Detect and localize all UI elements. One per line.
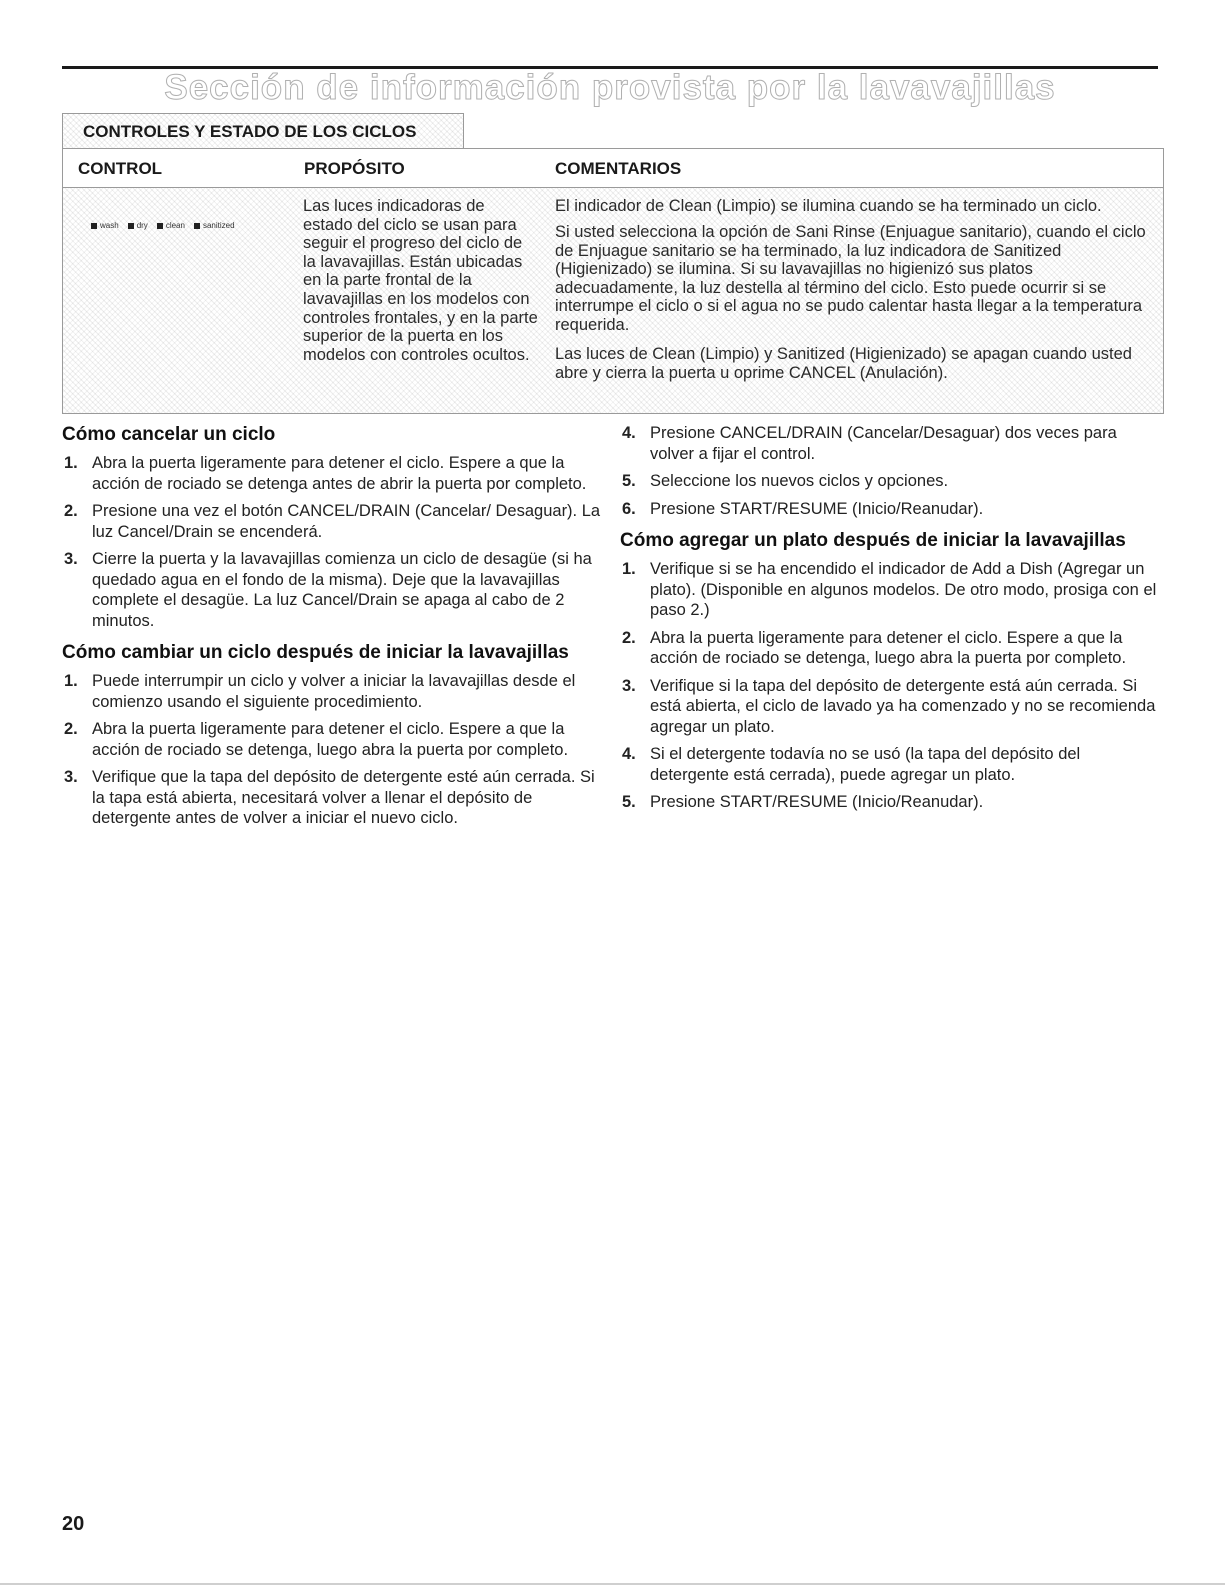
indicator-square-icon [91,223,97,229]
list-item [620,792,1160,813]
step-number: 1. [64,672,78,690]
step-text: Abra la puerta ligeramente para detener el ciclo. Espere a que la acción de rociado se detenga, luego abra la puerta por completo. [650,628,1127,667]
step-text: Si el detergente todavía no se usó (la tapa del depósito del detergente está cerrada), puede agregar un plato. [650,745,1081,784]
indicator-label: sanitized [202,221,235,230]
list-item [62,719,602,760]
step-text: Verifique que la tapa del depósito de detergente esté aún cerrada. Si la tapa está abierta, necesitará volver a llenar el depósito de detergente antes de volver a iniciar el nuevo ciclo. [92,768,595,827]
step-text: Presione una vez el botón CANCEL/DRAIN (Cancelar/ Desaguar). La luz Cancel/Drain se encenderá. [92,502,601,541]
step-number: 3. [64,768,78,786]
step-text: Presione START/RESUME (Inicio/Reanudar). [650,793,984,811]
indicator-clean [157,221,185,230]
list-item [62,767,602,829]
list-item [620,471,1160,492]
list-item [62,549,602,631]
section-title-add-dish: Cómo agregar un plato después de iniciar la lavavajillas [620,530,1126,551]
step-number: 1. [622,560,636,578]
list-item [620,676,1160,738]
step-number: 5. [622,472,636,490]
step-text: Seleccione los nuevos ciclos y opciones. [650,472,949,490]
step-number: 5. [622,793,636,811]
section-title-cancel: Cómo cancelar un ciclo [62,424,276,445]
change-steps-continued [620,423,1160,519]
indicator-wash [91,221,119,230]
step-number: 2. [622,628,636,647]
step-text: Abra la puerta ligeramente para detener el ciclo. Espere a que la acción de rociado se detenga antes de abrir la puerta por completo. [92,454,587,493]
indicator-sanitized [194,221,235,230]
step-number: 4. [622,424,636,442]
step-text: Cierre la puerta y la lavavajillas comienza un ciclo de desagüe (si ha quedado agua en el fondo de la misma). Deje que la lavavajillas complete el desagüe. La luz Cancel/Drain se apaga al cabo de 2 minutos. [92,550,592,630]
step-text: Abra la puerta ligeramente para detener el ciclo. Espere a que la acción de rociado se detenga, luego abra la puerta por completo. [92,720,569,759]
step-number: 2. [64,502,78,520]
header-control: CONTROL [78,159,163,178]
header-proposito: PROPÓSITO [304,159,405,178]
step-number: 2. [64,720,78,738]
page-number: 20 [62,1513,85,1535]
list-item [620,628,1160,669]
step-number: 3. [622,676,636,695]
section-title-change: Cómo cambiar un ciclo después de iniciar la lavavajillas [62,642,569,663]
list-item [62,453,602,494]
table-header-row [63,149,1163,188]
indicator-square-icon [157,223,163,229]
table-title: CONTROLES Y ESTADO DE LOS CICLOS [83,122,417,141]
left-column [62,423,602,839]
list-item [62,671,602,712]
list-item [620,744,1160,785]
indicator-square-icon [128,223,134,229]
table-tab [62,113,464,150]
list-item [620,423,1160,464]
indicator-dry [128,221,148,230]
comment-2: Si usted selecciona la opción de Sani Rinse (Enjuague sanitario), cuando el ciclo de Enjuague sanitario se ha terminado, la luz indicadora de Sanitized (Higienizado) se ilumina. Si su lavavajillas no higienizó sus platos adecuadamente, la luz destella al término del ciclo. Esto puede ocurrir si se interrumpe el ciclo o si el agua no se pudo calentar hasta llegar a la temperatura requerida. [555,223,1146,334]
step-text: Verifique si la tapa del depósito de detergente está aún cerrada. Si está abierta, el ciclo de lavado ya ha comenzado y no se recomienda agregar un plato. [650,676,1156,736]
step-text: Puede interrumpir un ciclo y volver a iniciar la lavavajillas desde el comienzo usando el siguiente procedimiento. [92,672,576,711]
page-heading: Sección de información provista por la lavavajillas [164,68,1056,107]
change-steps [62,671,602,829]
step-number: 3. [64,550,78,568]
list-item [620,499,1160,520]
indicator-label: wash [100,221,119,230]
step-number: 6. [622,499,636,518]
indicator-square-icon [194,223,200,229]
step-text: Presione CANCEL/DRAIN (Cancelar/Desaguar) dos veces para volver a fijar el control. [650,424,1117,463]
comment-3: Las luces de Clean (Limpio) y Sanitized (Higienizado) se apagan cuando usted abre y cierra la puerta u oprime CANCEL (Anulación). [555,345,1132,382]
purpose-text: Las luces indicadoras de estado del ciclo se usan para seguir el progreso del ciclo de la lavavajillas. Están ubicadas en la parte frontal de la lavavajillas en los modelos con controles frontales, y en la parte superior de la puerta en los modelos con controles ocultos. [303,197,538,364]
add-dish-steps [620,559,1160,813]
header-comentarios: COMENTARIOS [555,159,682,178]
step-number: 4. [622,745,636,763]
step-text: Presione START/RESUME (Inicio/Reanudar). [650,499,984,518]
list-item [62,501,602,542]
controls-table [62,148,1164,414]
comment-1: El indicador de Clean (Limpio) se ilumina cuando se ha terminado un ciclo. [555,197,1102,215]
right-column [620,423,1160,823]
status-indicators [91,221,235,230]
list-item [620,559,1160,621]
indicator-label: dry [136,221,148,230]
cancel-steps [62,453,602,631]
indicator-label: clean [165,221,185,230]
step-number: 1. [64,454,78,472]
step-text: Verifique si se ha encendido el indicador de Add a Dish (Agregar un plato). (Disponible en algunos modelos. De otro modo, prosiga con el paso 2.) [650,560,1157,619]
